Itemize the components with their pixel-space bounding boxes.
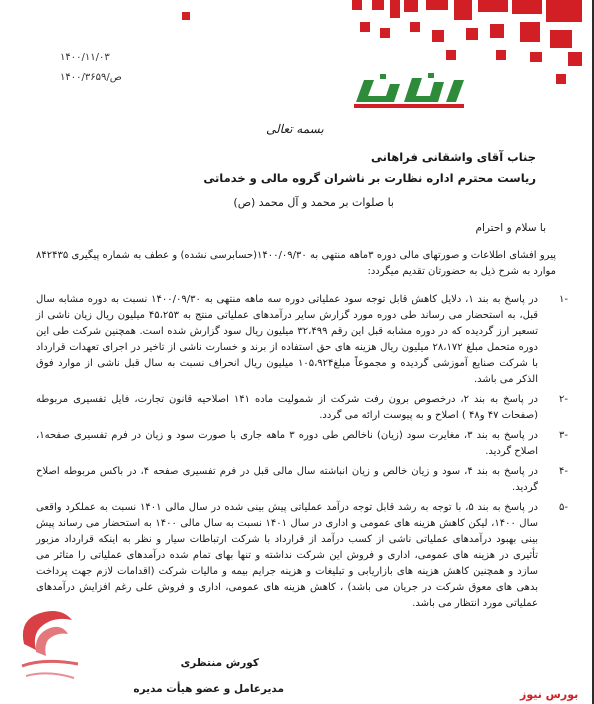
signatory-name: کورش منتظری	[180, 657, 259, 669]
list-item	[36, 464, 568, 496]
recipient-title: ریاست محترم اداره نظارت بر ناشران گروه مالی و خدماتی	[203, 171, 536, 185]
intro-paragraph: پیرو افشای اطلاعات و صورتهای مالی دوره ۳ماهه منتهی به ۱۴۰۰/۰۹/۳۰(حسابرسی نشده) و عطف به شماره پیگیری ۸۴۲۴۳۵ موارد به شرح ذیل به حضورتان تقدیم میگردد:	[36, 250, 556, 277]
letter-number: ۱۴۰۰/۳۶۵۹/ص	[60, 72, 122, 83]
items-list	[36, 292, 568, 616]
recipient-name: جناب آقای واشقانی فراهانی	[370, 150, 536, 164]
item-number: -۱	[559, 294, 568, 305]
bismillah: بسمه تعالی	[266, 122, 324, 136]
item-text: در پاسخ به بند ۲، درخصوص برون رفت شرکت از شمولیت ماده ۱۴۱ اصلاحیه قانون تجارت، فایل تفسیری مربوطه (صفحات ۴۷ و۴۸ ) اصلاح و به پیوست ارائه می گردد.	[36, 394, 539, 421]
item-text: در پاسخ به بند ۳، مغایرت سود (زیان) ناخالص طی دوره ۳ ماهه جاری با صورت سود و زیان در فرم تفسیری صفحه۱، اصلاح گردید.	[36, 430, 539, 457]
list-item	[36, 292, 568, 388]
bourse-news-brand: بورس نیوز	[520, 688, 579, 701]
list-item	[36, 500, 568, 612]
greeting: با سلام و احترام	[475, 222, 546, 234]
list-item	[36, 392, 568, 424]
list-item	[36, 428, 568, 460]
iran-argham-logo	[350, 72, 468, 112]
item-text: در پاسخ به بند ۱، دلایل کاهش قابل توجه سود عملیاتی دوره سه ماهه منتهی به ۱۴۰۰/۰۹/۳۰ نسبت به دوره مشابه سال قبل، به استحضار می رساند طی دوره مورد گزارش سایر درآمدهای عملیاتی منتج به ۴۵،۲۵۳ میلیون ریال زیان ناشی از تسعیر ارز گردیده که در دوره مشابه قبل این رقم ۳۲،۴۹۹ میلیون ریال سود گزارش شده است. همچنین شرکت طی این دوره متحمل مبلغ ۲۸،۱۷۲ میلیون ریال هزینه های حق استفاده از برند و خسارت ناشی از تاخیر در اجرای تعهدات قرارداد با شرکت صنایع آموزشی گردیده و مجموعاً مبلغ۱۰۵،۹۲۴ میلیون ریال انحراف نسبت به سال قبل ناشی از موارد فوق الذکر می باشد.	[36, 294, 539, 385]
letter-date: ۱۴۰۰/۱۱/۰۳	[60, 52, 110, 63]
item-number: -۴	[559, 466, 568, 477]
signatory-title: مدیرعامل و عضو هیأت مدیره	[133, 683, 284, 695]
bourse-news-watermark	[14, 604, 86, 688]
salawat-line: با صلوات بر محمد و آل محمد (ص)	[233, 196, 394, 209]
item-number: -۳	[559, 430, 568, 441]
item-number: -۲	[559, 394, 568, 405]
item-number: -۵	[559, 502, 568, 513]
item-text: در پاسخ به بند ۵، با توجه به رشد قابل توجه درآمد عملیاتی پیش بینی شده در سال مالی ۱۴۰۱ نسبت به عملکرد واقعی سال ۱۴۰۰، لیکن کاهش هزینه های عمومی و اداری در سال ۱۴۰۱ نسبت به سال مالی ۱۴۰۰ به استحضار می رساند پیش بینی بهبود درآمدهای عملیاتی ناشی از کسب درآمد از قرارداد با شرکت ارتباطات سیار و نظر به اینکه قرارداد مزبور تأثیری در هزینه های عمومی، اداری و فروش این شرکت نداشته و تنها بهای تمام شده درآمدهای عملیاتی را متاثر می سازد و همچنین کاهش هزینه های بازاریابی و تبلیغات و هزینه جرایم بیمه و مالیات شرکت (اقدامات لازم جهت پرداخت بدهی های معوق شرکت در جریان می باشد) ، کاهش هزینه های عمومی، اداری و فروش علی رغم افزایش درآمدهای عملیاتی مورد انتظار می باشد.	[36, 502, 539, 609]
item-text: در پاسخ به بند ۴، سود و زیان خالص و زیان انباشته سال مالی قبل در فرم تفسیری صفحه ۴، در باکس مربوطه اصلاح گردید.	[36, 466, 539, 493]
